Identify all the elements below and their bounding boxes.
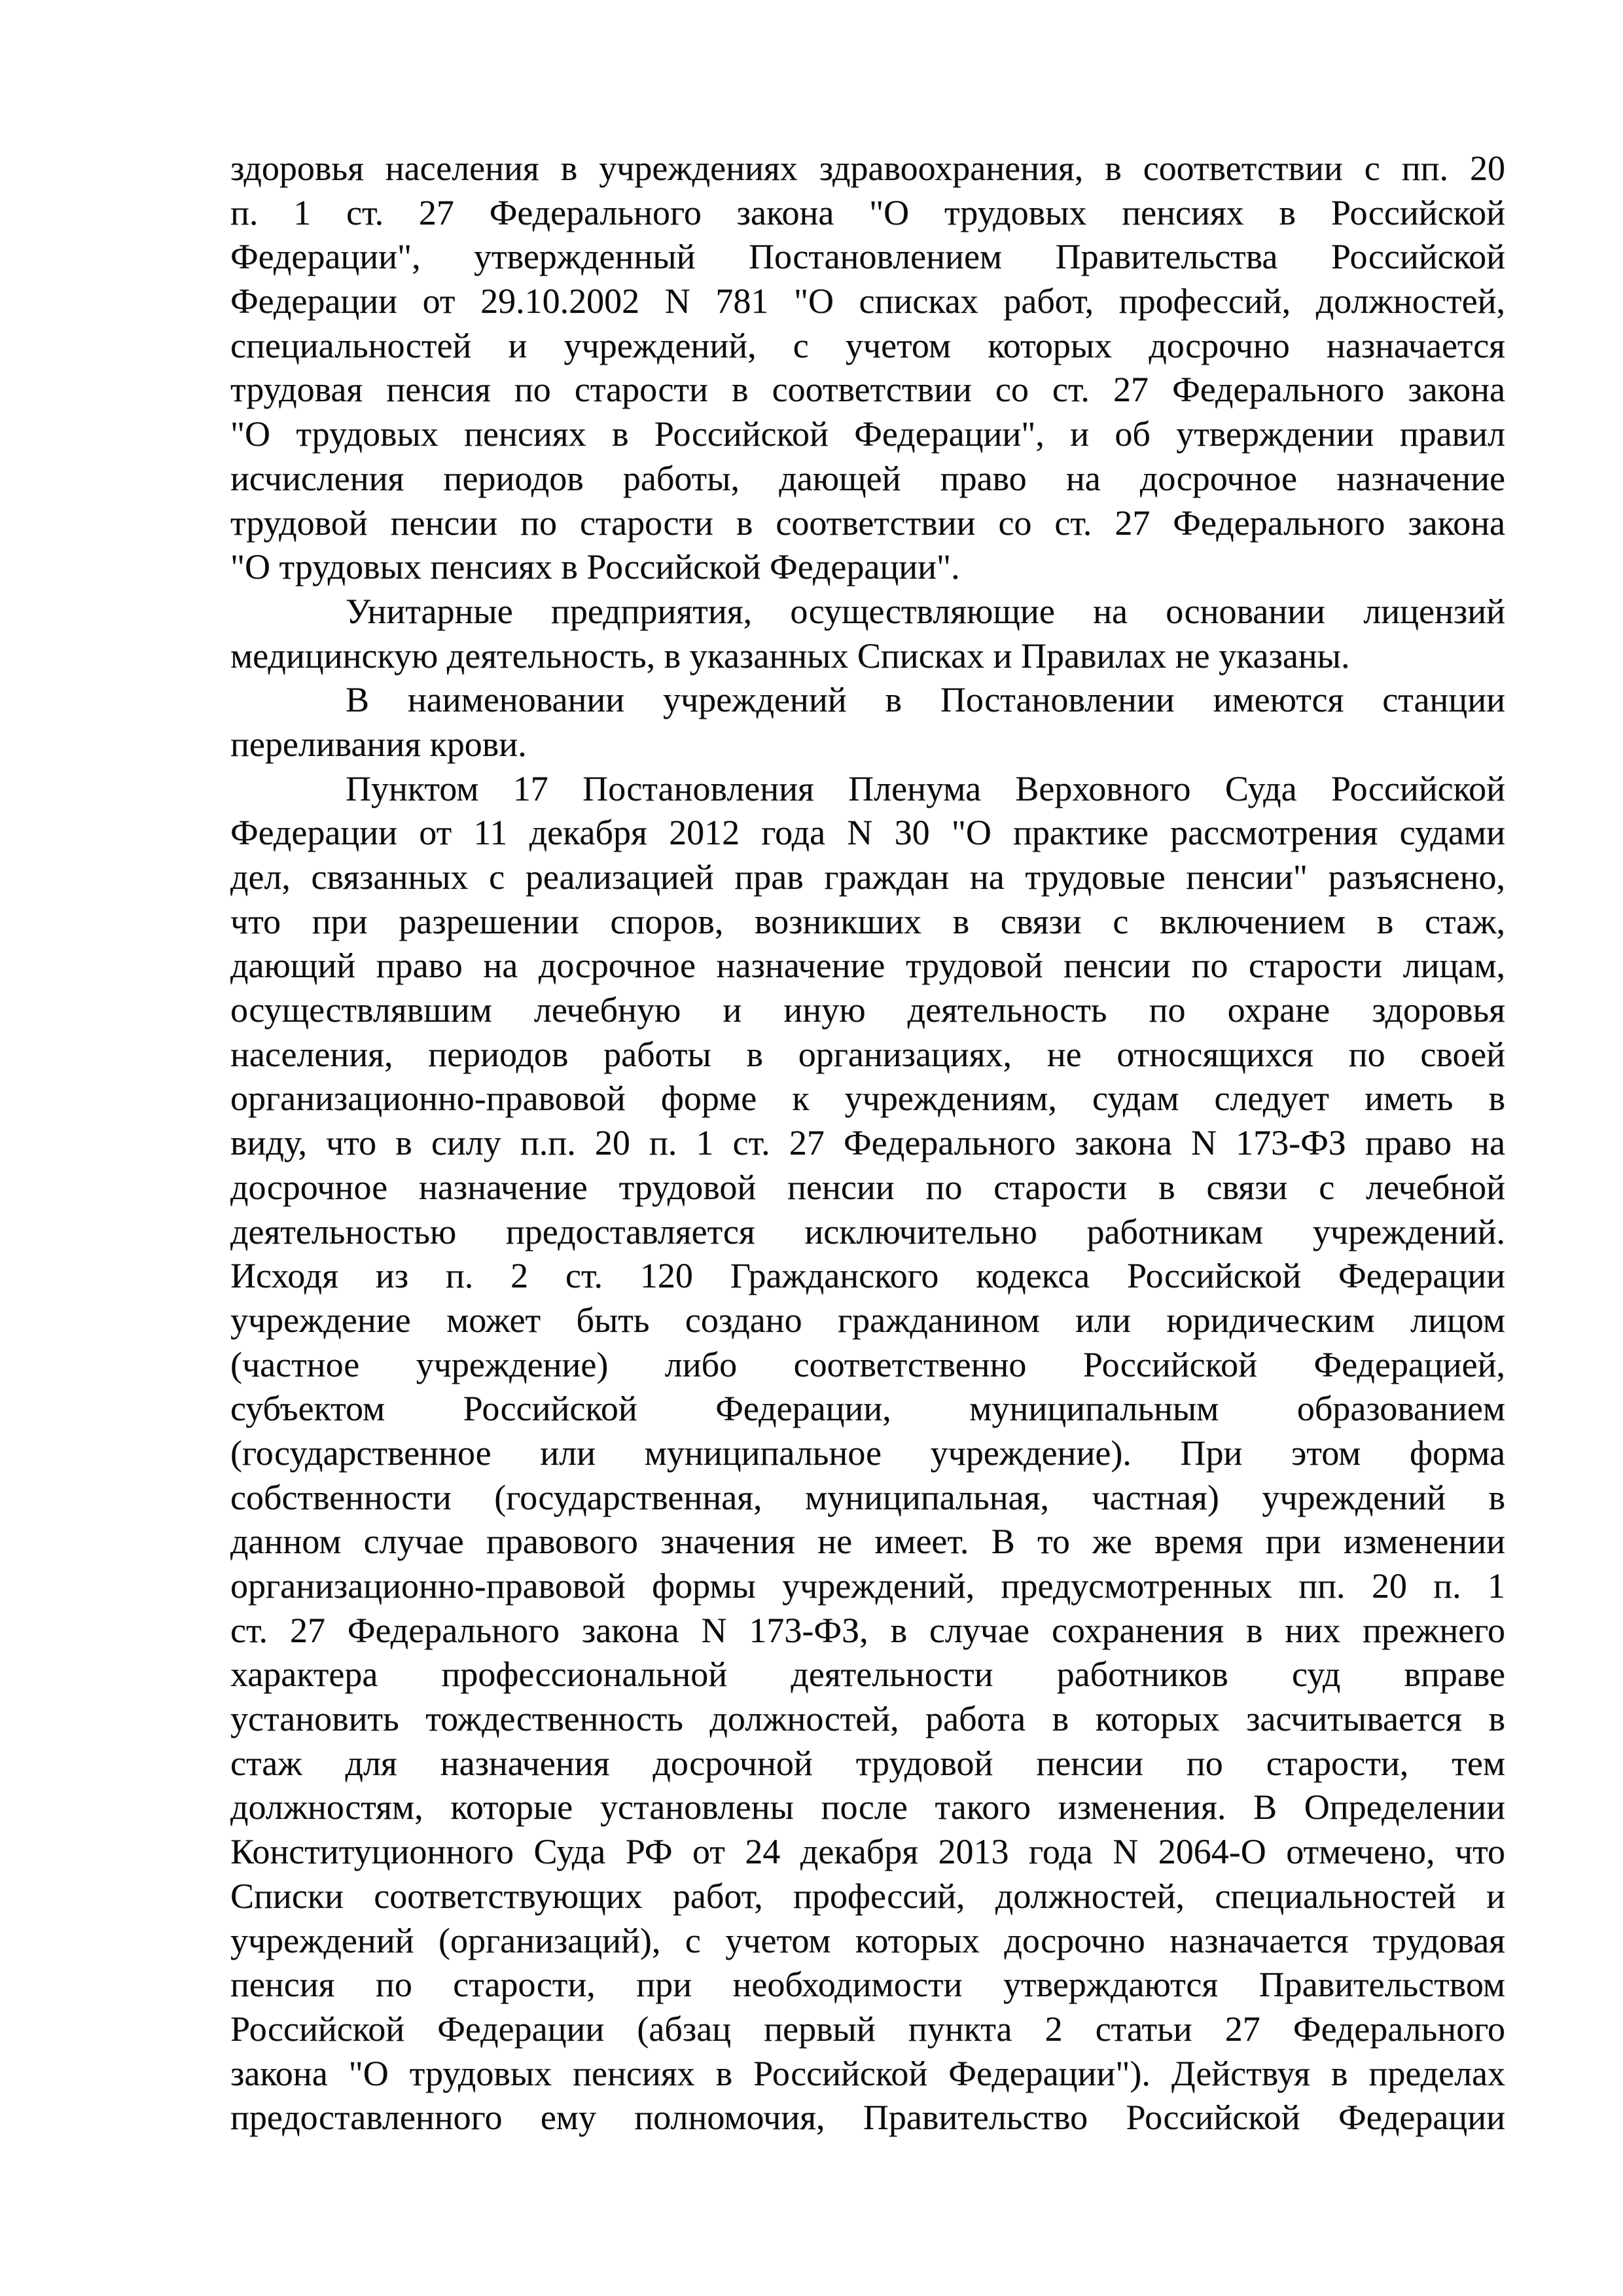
text-line: исчисления периодов работы, дающей право на досрочное назначение <box>230 458 1505 498</box>
text-line: виду, что в силу п.п. 20 п. 1 ст. 27 Федерального закона N 173-ФЗ право на <box>230 1123 1505 1163</box>
text-line: ст. 27 Федерального закона N 173-ФЗ, в случае сохранения в них прежнего <box>230 1610 1505 1650</box>
text-line: здоровья населения в учреждениях здравоохранения, в соответствии с пп. 20 <box>230 149 1505 188</box>
text-line: пенсия по старости, при необходимости утверждаются Правительством <box>230 1965 1505 2005</box>
text-line: Конституционного Суда РФ от 24 декабря 2013 года N 2064-О отмечено, что <box>230 1832 1505 1872</box>
text-line: должностям, которые установлены после такого изменения. В Определении <box>230 1787 1505 1827</box>
text-line: Федерации от 11 декабря 2012 года N 30 "О практике рассмотрения судами <box>230 813 1505 853</box>
text-line: трудовой пенсии по старости в соответствии со ст. 27 Федерального закона <box>230 503 1505 543</box>
text-line: учреждений (организаций), с учетом которых досрочно назначается трудовая <box>230 1920 1505 1960</box>
text-line: дел, связанных с реализацией прав граждан на трудовые пенсии" разъяснено, <box>230 857 1505 897</box>
text-line: Исходя из п. 2 ст. 120 Гражданского кодекса Российской Федерации <box>230 1256 1505 1296</box>
text-line: организационно-правовой форме к учреждениям, судам следует иметь в <box>230 1079 1505 1119</box>
text-line: дающий право на досрочное назначение трудовой пенсии по старости лицам, <box>230 946 1505 986</box>
text-line: Федерации", утвержденный Постановлением Правительства Российской <box>230 237 1505 277</box>
document-text-block <box>230 147 1505 2140</box>
text-line: (частное учреждение) либо соответственно Российской Федерацией, <box>230 1344 1505 1384</box>
text-line: В наименовании учреждений в Постановлении имеются станции <box>346 680 1505 720</box>
text-line: деятельностью предоставляется исключительно работникам учреждений. <box>230 1211 1505 1251</box>
text-line: собственности (государственная, муниципальная, частная) учреждений в <box>230 1477 1505 1517</box>
text-line: Пунктом 17 Постановления Пленума Верховного Суда Российской <box>346 768 1505 808</box>
text-line: Унитарные предприятия, осуществляющие на основании лицензий <box>346 591 1505 631</box>
text-line: переливания крови. <box>230 724 527 764</box>
text-line: "О трудовых пенсиях в Российской Федерации", и об утверждении правил <box>230 414 1505 454</box>
text-line: населения, периодов работы в организациях, не относящихся по своей <box>230 1034 1505 1074</box>
text-line: учреждение может быть создано гражданином или юридическим лицом <box>230 1300 1505 1340</box>
text-line: субъектом Российской Федерации, муниципальным образованием <box>230 1389 1505 1429</box>
text-line: что при разрешении споров, возникших в связи с включением в стаж, <box>230 901 1505 941</box>
text-line: Российской Федерации (абзац первый пункта 2 статьи 27 Федерального <box>230 2009 1505 2049</box>
text-line: стаж для назначения досрочной трудовой пенсии по старости, тем <box>230 1743 1505 1783</box>
text-line: осуществлявшим лечебную и иную деятельность по охране здоровья <box>230 990 1505 1030</box>
text-line: предоставленного ему полномочия, Правительство Российской Федерации <box>230 2098 1505 2138</box>
text-line: п. 1 ст. 27 Федерального закона "О трудовых пенсиях в Российской <box>230 192 1505 232</box>
text-line: специальностей и учреждений, с учетом которых досрочно назначается <box>230 325 1505 365</box>
text-line: медицинскую деятельность, в указанных Списках и Правилах не указаны. <box>230 636 1350 675</box>
text-line: "О трудовых пенсиях в Российской Федерации". <box>230 547 960 587</box>
text-line: трудовая пенсия по старости в соответствии со ст. 27 Федерального закона <box>230 370 1505 410</box>
text-line: Федерации от 29.10.2002 N 781 "О списках работ, профессий, должностей, <box>230 281 1505 321</box>
text-line: данном случае правового значения не имеет. В то же время при изменении <box>230 1522 1505 1562</box>
text-line: досрочное назначение трудовой пенсии по старости в связи с лечебной <box>230 1167 1505 1207</box>
text-line: установить тождественность должностей, работа в которых засчитывается в <box>230 1699 1505 1739</box>
text-line: Списки соответствующих работ, профессий, должностей, специальностей и <box>230 1876 1505 1916</box>
text-line: организационно-правовой формы учреждений, предусмотренных пп. 20 п. 1 <box>230 1566 1505 1605</box>
text-line: характера профессиональной деятельности работников суд вправе <box>230 1655 1505 1695</box>
text-line: закона "О трудовых пенсиях в Российской Федерации"). Действуя в пределах <box>230 2053 1505 2093</box>
text-line: (государственное или муниципальное учреждение). При этом форма <box>230 1433 1505 1473</box>
